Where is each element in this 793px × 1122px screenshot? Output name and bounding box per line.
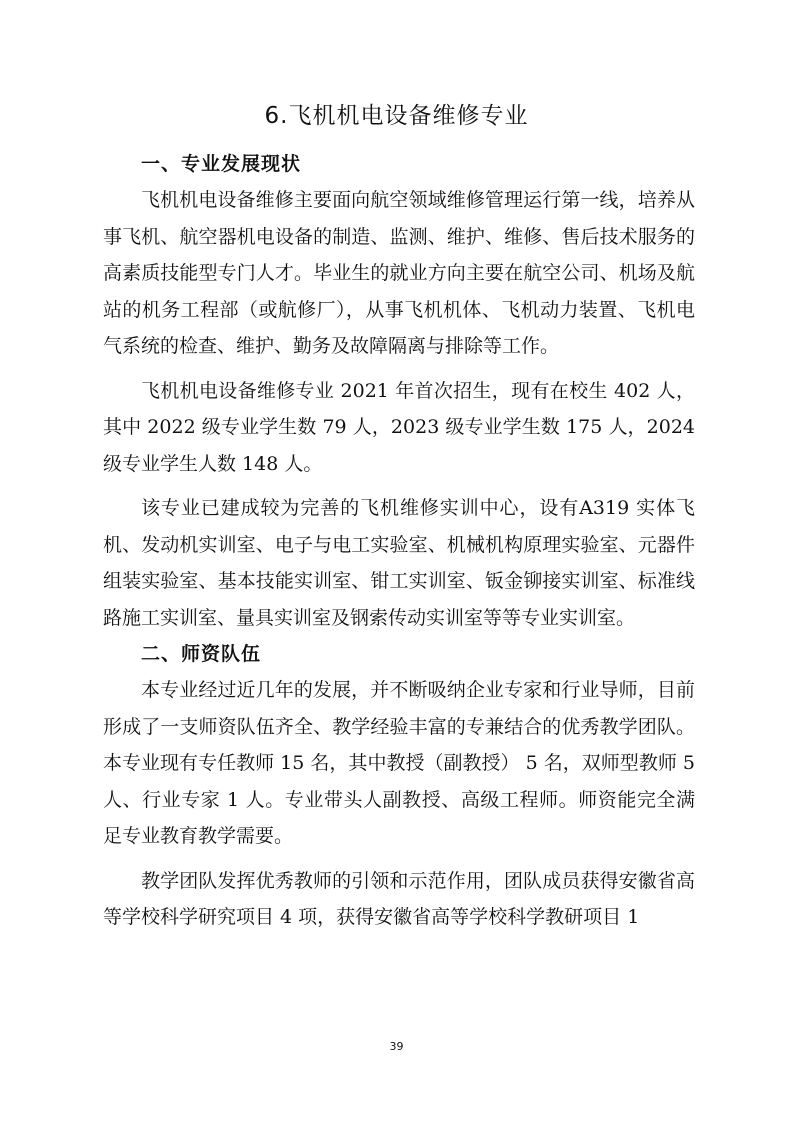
page-title: 6.飞机机电设备维修专业	[264, 103, 529, 129]
document-body	[103, 146, 695, 936]
paragraph-training-center: 该专业已建成较为完善的飞机维修实训中心，设有A319 实体飞机、发动机实训室、电子与电工实验室、机械机构原理实验室、元器件组装实验室、基本技能实训室、钳工实训室、钣金铆接实训室、标准线路施工实训室、量具实训室及钢索传动实训室等等专业实训室。	[103, 497, 695, 629]
paragraph-enrollment: 飞机机电设备维修专业 2021 年首次招生，现有在校生 402 人，其中 2022 级专业学生数 79 人，2023 级专业学生数 175 人，2024 级专业学生人数 148 人。	[103, 379, 695, 475]
paragraph-research-projects: 教学团队发挥优秀教师的引领和示范作用，团队成员获得安徽省高等学校科学研究项目 4 项，获得安徽省高等学校科学教研项目 1	[103, 869, 695, 928]
section-heading-faculty: 二、师资队伍	[141, 643, 262, 665]
page-number: 39	[389, 1040, 404, 1053]
section-heading-development-status: 一、专业发展现状	[141, 153, 302, 175]
paragraph-faculty-team: 本专业经过近几年的发展，并不断吸纳企业专家和行业导师，目前形成了一支师资队伍齐全、教学经验丰富的专兼结合的优秀教学团队。本专业现有专任教师 15 名，其中教授（副教授） 5 名，双师型教师 5 人、行业专家 1 人。专业带头人副教授、高级工程师。师资能完全满足专业教育教学需要。	[103, 679, 695, 847]
paragraph-overview: 飞机机电设备维修主要面向航空领域维修管理运行第一线，培养从事飞机、航空器机电设备的制造、监测、维护、维修、售后技术服务的高素质技能型专门人才。毕业生的就业方向主要在航空公司、机场及航站的机务工程部（或航修厂），从事飞机机体、飞机动力装置、飞机电气系统的检查、维护、勤务及故障隔离与排除等工作。	[103, 189, 695, 357]
